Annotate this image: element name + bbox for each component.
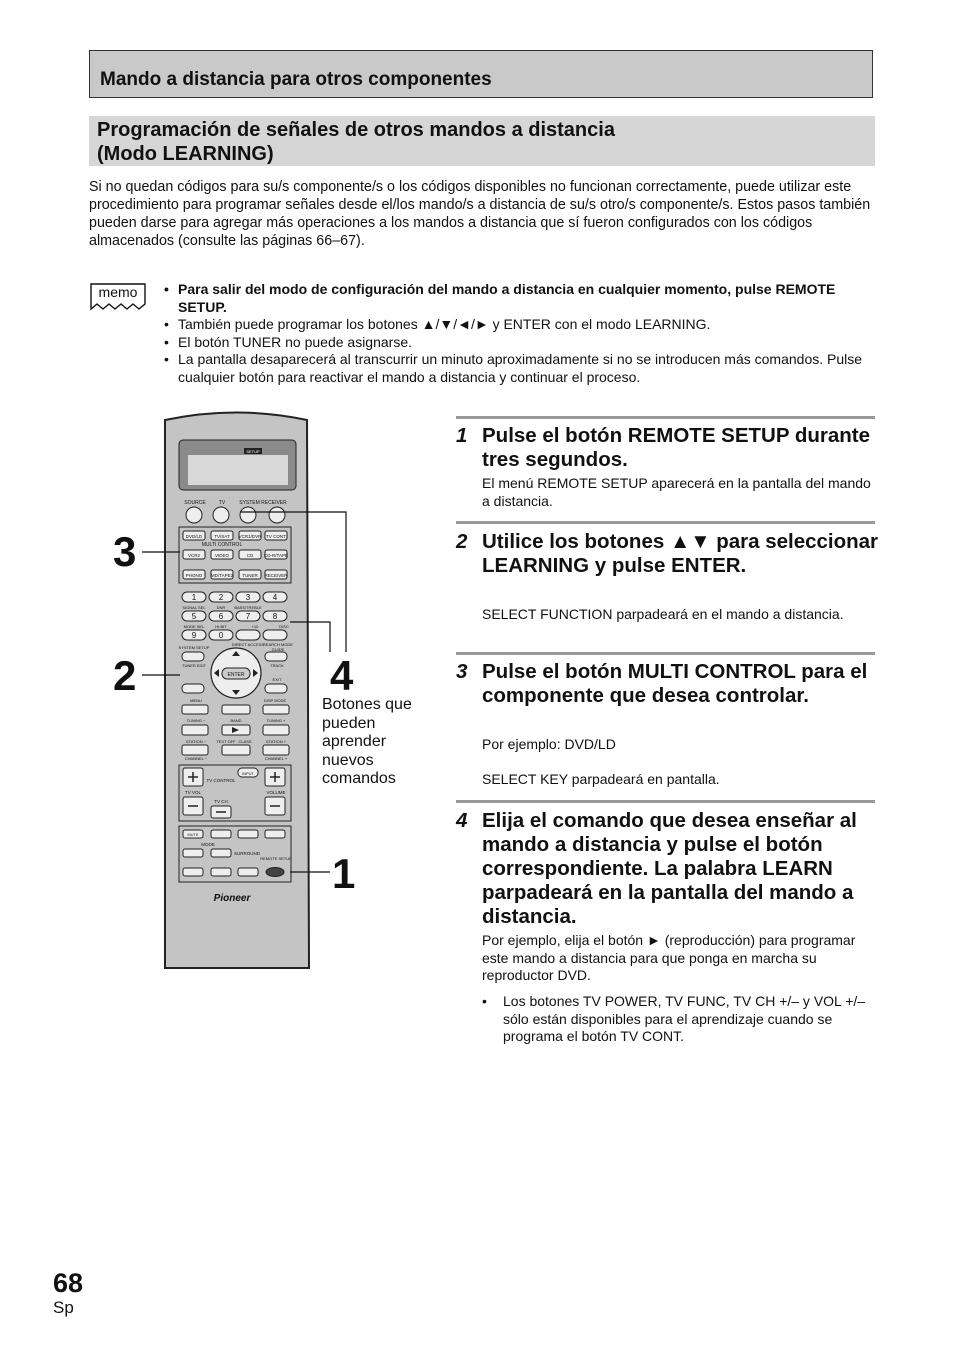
guide-label: GUIDE xyxy=(271,647,285,652)
disp-mode-label: DISP MODE xyxy=(263,698,287,703)
signal-sel-label: SIGNAL SEL xyxy=(182,605,206,610)
function-button[interactable] xyxy=(211,868,231,876)
menu-button[interactable] xyxy=(182,705,208,714)
mode-plus-button[interactable] xyxy=(211,849,231,857)
hi-bit-label: HI-BIT xyxy=(215,624,227,629)
mute-label: MUTE xyxy=(187,832,199,837)
mc-label: VCR1/DVR xyxy=(238,534,262,539)
step-4-heading xyxy=(456,809,881,928)
step-divider xyxy=(456,521,875,524)
callout-number: 3 xyxy=(113,528,137,575)
channel-minus-label: CHANNEL − xyxy=(184,756,208,761)
station-minus-label: STATION − xyxy=(185,739,207,744)
step-2-heading xyxy=(456,530,881,577)
remote-setup-button[interactable] xyxy=(266,868,284,877)
tuning-minus-label: TUNING − xyxy=(186,718,206,723)
mode-minus-button[interactable] xyxy=(183,849,203,857)
step-number: 2 xyxy=(456,530,468,553)
title-line-1: Programación de señales de otros mandos a distancia xyxy=(97,119,615,141)
track-label: TRACK xyxy=(270,663,284,668)
step-divider xyxy=(456,652,875,655)
num-label: 2 xyxy=(218,593,224,602)
receiver-mute-button[interactable] xyxy=(265,830,285,838)
step-4-bullet-text: Los botones TV POWER, TV FUNC, TV CH +/– y VOL +/– sólo están disponibles para el aprendizaje cuando se programa el botón TV CONT. xyxy=(503,993,866,1044)
num-label: 6 xyxy=(218,612,224,621)
remote-setup-label: REMOTE SETUP xyxy=(260,856,292,861)
callout-text: Botones que pueden aprender nuevos comandos xyxy=(322,696,412,787)
menu-label: MENU xyxy=(190,698,202,703)
num-label: 5 xyxy=(191,612,197,621)
surround-label: SURROUND xyxy=(233,851,261,856)
input-select-button[interactable] xyxy=(240,507,256,523)
page-language: Sp xyxy=(53,1298,74,1317)
num-label: 3 xyxy=(245,593,251,602)
mc-label: PHONO xyxy=(185,573,203,578)
page-number: 68 xyxy=(53,1268,84,1298)
class-label: CLASS xyxy=(238,739,252,744)
tuner-edit-button[interactable] xyxy=(182,684,204,693)
step-number: 3 xyxy=(456,660,468,683)
mc-label: CD xyxy=(246,553,254,558)
tv-power-button[interactable] xyxy=(213,507,229,523)
callout-number: 4 xyxy=(330,652,354,699)
mc-label: TUNER xyxy=(242,573,258,578)
callout-number: 1 xyxy=(332,850,356,897)
num-label: 7 xyxy=(245,612,251,621)
num-button[interactable] xyxy=(236,630,260,640)
input-label: INPUT xyxy=(242,771,254,776)
remote-control-figure xyxy=(105,405,450,975)
surround-button[interactable] xyxy=(238,830,258,838)
next-button[interactable] xyxy=(263,745,289,755)
step-3-heading xyxy=(456,660,881,707)
prev-button[interactable] xyxy=(182,745,208,755)
forward-button[interactable] xyxy=(263,725,289,735)
num-label: 1 xyxy=(191,593,197,602)
stop-button[interactable] xyxy=(222,745,250,755)
direct-access-label: DIRECT ACCESS xyxy=(231,642,265,647)
step-1-body: El menú REMOTE SETUP aparecerá en la pantalla del mando a distancia. xyxy=(482,475,871,509)
num-label: 9 xyxy=(191,631,197,640)
mc-label: MD/TAPE2 xyxy=(210,573,234,578)
tv-ch-label: TV CH xyxy=(214,799,228,804)
mc-label: DVD/LD xyxy=(185,534,203,539)
memo-icon xyxy=(88,280,148,316)
tv-vol-label: TV VOL xyxy=(184,790,202,795)
step-title: Pulse el botón REMOTE SETUP durante tres segundos. xyxy=(482,424,871,471)
mode-label: MODE xyxy=(201,842,215,847)
step-divider xyxy=(456,416,875,419)
exit-button[interactable] xyxy=(265,684,287,693)
memo-list xyxy=(164,281,884,386)
mode-sel-label: MODE SEL xyxy=(183,624,205,629)
mc-label: TV/SAT xyxy=(214,534,230,539)
title-line-2: (Modo LEARNING) xyxy=(97,143,274,165)
tuner-edit-label: TUNER EDIT xyxy=(182,663,206,668)
mc-label: CD-R/TAPE xyxy=(264,553,288,558)
intro-paragraph: Si no quedan códigos para su/s componente/s o los códigos disponibles no funcionan correctamente, puede utilizar este procedimiento para programar señales desde el/los mando/s a distancia de su/s otro/s componente/s. Estos pasos también pueden darse para agregar más operaciones a los mandos a distancia que sí fueron configurados con los códigos almacenados (consulte las páginas 66–67). xyxy=(89,179,871,249)
num-button[interactable] xyxy=(263,630,287,640)
step-4-body: Por ejemplo, elija el botón ► (reproducción) para programar este mando a distancia para que ponga en marcha su reproductor DVD. xyxy=(482,932,856,983)
channel-plus-label: CHANNEL + xyxy=(264,756,288,761)
disc-label: DISC xyxy=(279,624,289,629)
memo-item: • El botón TUNER no puede asignarse. xyxy=(164,334,884,352)
search-mode-label: SEARCH MODE xyxy=(263,642,293,647)
exit-label: EXIT xyxy=(272,677,282,682)
memo-item: • Para salir del modo de configuración del mando a distancia en cualquier momento, pulse REMOTE SETUP. xyxy=(164,281,884,316)
function-button[interactable] xyxy=(183,868,203,876)
volume-label: VOLUME xyxy=(266,790,286,795)
receiver-power-button[interactable] xyxy=(269,507,285,523)
tuning-plus-label: TUNING + xyxy=(266,718,286,723)
memo-item: • La pantalla desaparecerá al transcurrir un minuto aproximadamente si no se introducen más comandos. Pulse cualquier botón para reactivar el mando a distancia y continuar el proceso. xyxy=(164,351,884,386)
section-header-bar xyxy=(89,50,873,98)
num-label: 8 xyxy=(272,612,278,621)
brand-logo: Pioneer xyxy=(213,893,251,904)
system-setup-label: SYSTEM SETUP xyxy=(178,645,210,650)
step-title: Utilice los botones ▲▼ para seleccionar LEARNING y pulse ENTER. xyxy=(482,530,879,577)
band-label: BAND xyxy=(230,718,242,723)
tv-control-label: TV CONTROL xyxy=(206,778,236,783)
mode-button[interactable] xyxy=(211,830,231,838)
sub-title-button[interactable] xyxy=(263,705,289,714)
enter-label: ENTER xyxy=(227,672,245,678)
mc-label: RECEIVER xyxy=(264,573,288,578)
source-power-button[interactable] xyxy=(186,507,202,523)
station-plus-label: STATION + xyxy=(265,739,287,744)
memo-label: memo xyxy=(98,284,138,300)
setup-label: SETUP xyxy=(246,449,260,454)
tv-label: TV xyxy=(218,500,226,506)
step-title: Pulse el botón MULTI CONTROL para el componente que desea controlar. xyxy=(482,660,868,707)
rewind-button[interactable] xyxy=(182,725,208,735)
mc-label: VIDEO xyxy=(214,553,230,558)
plus10-label: +10 xyxy=(251,624,259,629)
step-2-body: SELECT FUNCTION parpadeará en el mando a distancia. xyxy=(482,606,844,622)
dnr-label: DNR xyxy=(216,605,226,610)
text-off-label: TEXT OFF xyxy=(216,739,236,744)
num-label: 4 xyxy=(272,593,278,602)
bass-treble-label: BASS/TREBLE xyxy=(234,605,262,610)
page-title xyxy=(89,116,875,166)
callout-number: 2 xyxy=(113,652,137,699)
function-button[interactable] xyxy=(238,868,258,876)
step-title: Elija el comando que desea enseñar al mando a distancia y pulse el botón correspondiente. La palabra LEARN parpadeará en la pantalla del mando a distancia. xyxy=(482,809,857,928)
guide-button[interactable] xyxy=(265,652,287,661)
multi-control-label: MULTI CONTROL xyxy=(201,542,243,548)
pause-button[interactable] xyxy=(222,705,250,714)
section-header: Mando a distancia para otros componentes xyxy=(100,69,492,90)
mc-label: VCR2 xyxy=(187,553,201,558)
lcd-display xyxy=(188,455,288,485)
system-receiver-label: SYSTEM RECEIVER xyxy=(239,500,287,506)
system-setup-button[interactable] xyxy=(182,652,204,661)
step-divider xyxy=(456,800,875,803)
step-number: 1 xyxy=(456,424,468,447)
memo-item: • También puede programar los botones ▲/▼/◄/► y ENTER con el modo LEARNING. xyxy=(164,316,884,334)
step-number: 4 xyxy=(456,809,468,832)
num-label: 0 xyxy=(218,631,224,640)
step-3-body: Por ejemplo: DVD/LD xyxy=(482,736,616,752)
step-4-bullet: • Los botones TV POWER, TV FUNC, TV CH +/– y VOL +/– sólo están disponibles para el aprendizaje cuando se programa el botón TV CONT. xyxy=(482,993,866,1044)
source-label: SOURCE xyxy=(184,500,206,506)
mc-label: TV CONT xyxy=(266,534,286,539)
step-1-heading xyxy=(456,424,881,471)
step-3-body-2: SELECT KEY parpadeará en pantalla. xyxy=(482,771,720,787)
